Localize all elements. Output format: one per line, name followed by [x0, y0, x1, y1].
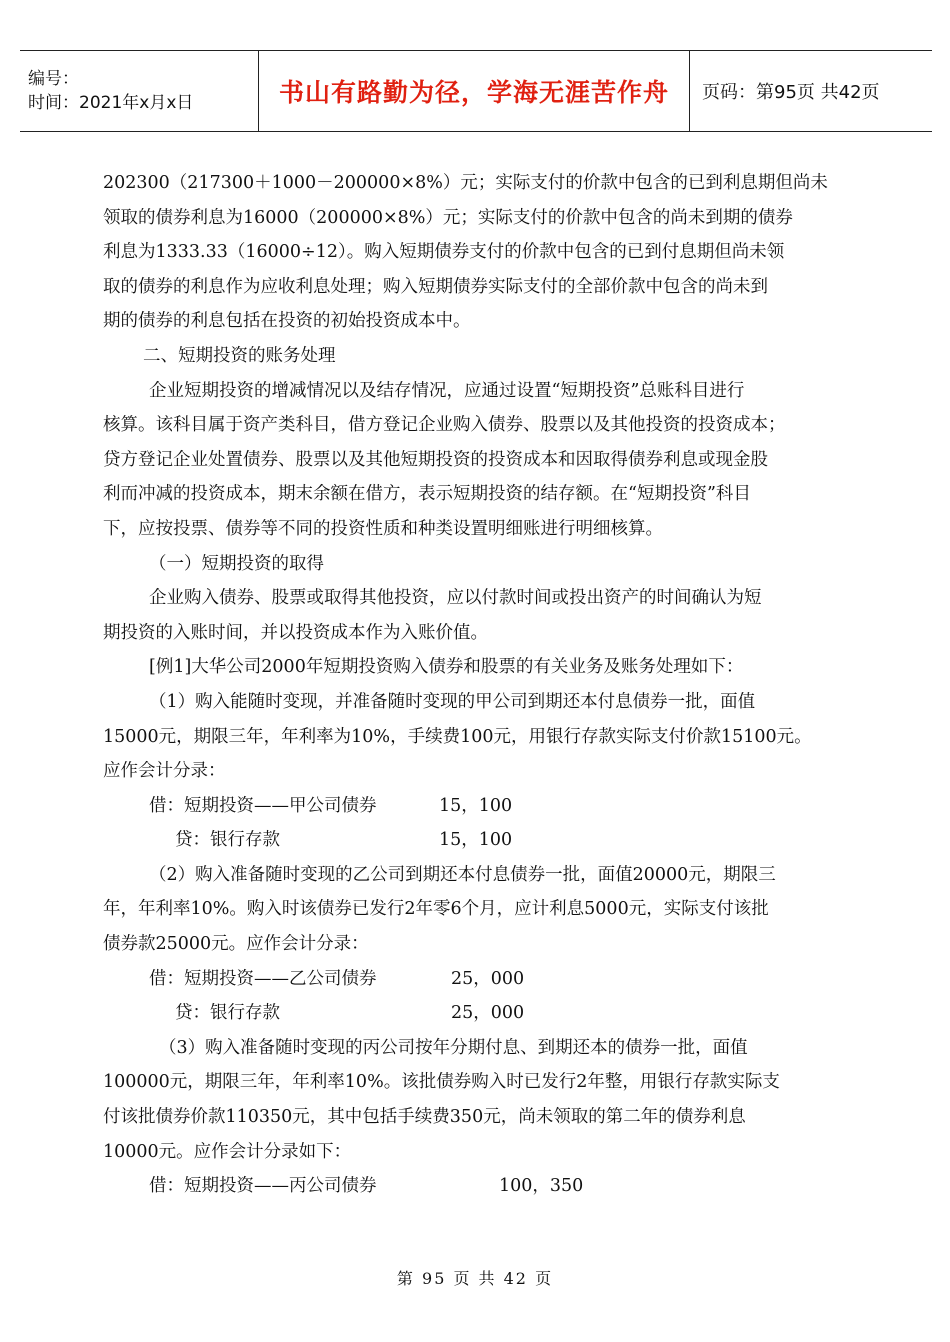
body-line: 期投资的入账时间，并以投资成本作为入账价值。 [103, 622, 488, 643]
journal-entry-credit [103, 996, 863, 1031]
body-line: 15000元，期限三年，年利率为10%，手续费100元，用银行存款实际支付价款15100元。 [103, 726, 812, 747]
page-header [20, 50, 932, 132]
debit-account: 借：短期投资——甲公司债券 [149, 795, 377, 816]
body-line: 10000元。应作会计分录如下： [103, 1141, 352, 1162]
debit-account: 借：短期投资——乙公司债券 [149, 968, 377, 989]
body-line: 利息为1333.33（16000÷12）。购入短期债券支付的价款中包含的已到付息期但尚未领 [103, 242, 785, 263]
body-line: 企业短期投资的增减情况以及结存情况，应通过设置“短期投资”总账科目进行 [149, 380, 745, 401]
body-line: 企业购入债券、股票或取得其他投资，应以付款时间或投出资产的时间确认为短 [149, 588, 762, 609]
page-footer: 第 95 页 共 42 页 [396, 1269, 554, 1288]
credit-amount: 15，100 [439, 830, 513, 851]
journal-entry-credit [103, 823, 863, 858]
body-line: 应作会计分录： [103, 761, 226, 782]
header-page-info [690, 51, 932, 131]
header-meta [20, 51, 259, 131]
section-heading: 二、短期投资的账务处理 [143, 345, 336, 366]
body-line: 下，应按投票、债券等不同的投资性质和种类设置明细账进行明细核算。 [103, 518, 663, 539]
document-date-label: 时间：2021年x月x日 [28, 93, 194, 113]
debit-amount: 25，000 [451, 968, 525, 989]
debit-amount: 100，350 [499, 1176, 584, 1197]
body-line: 核算。该科目属于资产类科目，借方登记企业购入债券、股票以及其他投资的投资成本； [103, 415, 786, 436]
credit-account: 贷：银行存款 [175, 830, 280, 851]
body-line: 取的债券的利息作为应收利息处理；购入短期债券实际支付的全部价款中包含的尚未到 [103, 276, 768, 297]
journal-entry-debit [103, 789, 863, 824]
header-motto: 书山有路勤为径，学海无涯苦作舟 [278, 78, 669, 107]
body-line: （2）购入准备随时变现的乙公司到期还本付息债券一批，面值20000元，期限三 [149, 864, 776, 885]
body-line: 期的债券的利息包括在投资的初始投资成本中。 [103, 311, 471, 332]
body-line: 领取的债券利息为16000（200000×8%）元；实际支付的价款中包含的尚未到期的债券 [103, 207, 793, 228]
body-line: 年，年利率10%。购入时该债券已发行2年零6个月，应计利息5000元，实际支付该批 [103, 899, 769, 920]
body-line: 利而冲减的投资成本，期末余额在借方，表示短期投资的结存额。在“短期投资”科目 [103, 484, 751, 505]
journal-entry-debit [103, 962, 863, 997]
subsection-heading: （一）短期投资的取得 [149, 553, 324, 574]
body-line: 贷方登记企业处置债券、股票以及其他短期投资的投资成本和因取得债券利息或现金股 [103, 449, 768, 470]
example-heading: [例1]大华公司2000年短期投资购入债券和股票的有关业务及账务处理如下： [149, 657, 744, 678]
document-number-label: 编号： [28, 69, 79, 89]
credit-amount: 25，000 [451, 1003, 525, 1024]
debit-account: 借：短期投资——丙公司债券 [149, 1176, 377, 1197]
credit-account: 贷：银行存款 [175, 1003, 280, 1024]
document-body [103, 166, 863, 1204]
body-line: （1）购入能随时变现，并准备随时变现的甲公司到期还本付息债券一批，面值 [149, 691, 756, 712]
debit-amount: 15，100 [439, 795, 513, 816]
body-line: 202300（217300＋1000－200000×8%）元；实际支付的价款中包含的已到利息期但尚未 [103, 173, 828, 193]
body-line: （3）购入准备随时变现的丙公司按年分期付息、到期还本的债券一批，面值 [159, 1037, 748, 1058]
page-info-text: 页码：第95页 共42页 [702, 82, 880, 103]
body-line: 100000元，期限三年，年利率10%。该批债券购入时已发行2年整，用银行存款实际支 [103, 1072, 780, 1093]
journal-entry-debit [103, 1169, 863, 1204]
body-line: 付该批债券价款110350元，其中包括手续费350元，尚未领取的第二年的债券利息 [103, 1107, 746, 1128]
body-line: 债券款25000元。应作会计分录： [103, 934, 369, 955]
header-motto-cell [259, 51, 690, 131]
